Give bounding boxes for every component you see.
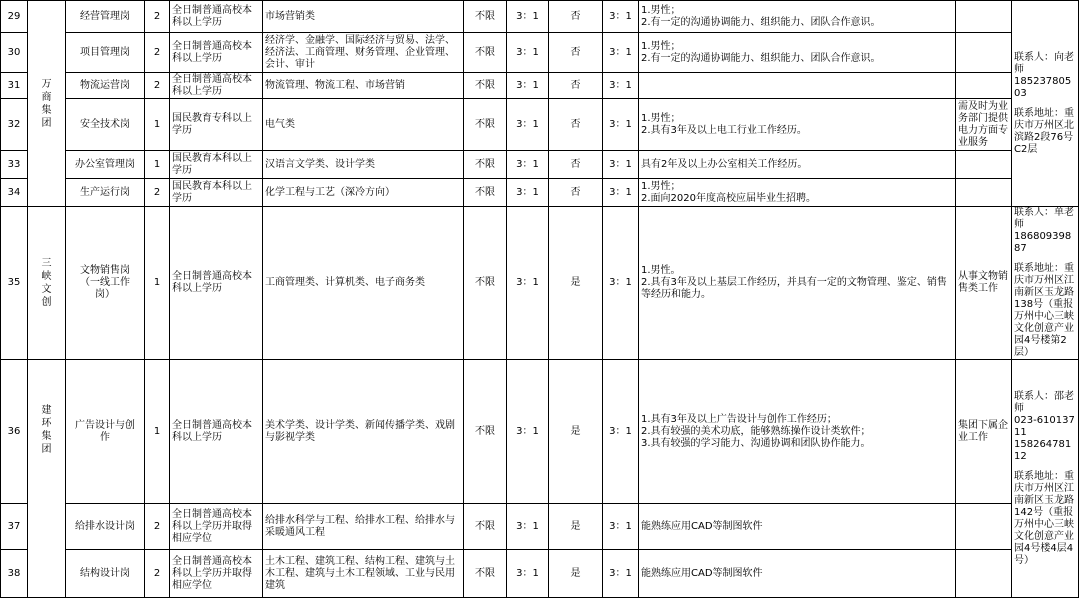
post-count: 2: [145, 550, 170, 598]
test: 是: [549, 550, 603, 598]
post-count: 1: [145, 99, 170, 151]
contact-person: 联系人：邵老师: [1014, 390, 1074, 414]
contact-person: 联系人：单老师: [1014, 207, 1074, 230]
row-number: 38: [1, 550, 28, 598]
contact-phone-2: 15826478112: [1014, 438, 1072, 462]
ratio: 3：1: [507, 151, 549, 179]
org-name: 建环集团: [41, 405, 52, 455]
age: 不限: [464, 207, 507, 360]
age: 不限: [464, 550, 507, 598]
note: [956, 504, 1012, 550]
ratio: 3：1: [507, 33, 549, 73]
row-number: 35: [1, 207, 28, 360]
row-number: 34: [1, 179, 28, 207]
test: 是: [549, 207, 603, 360]
table-row: [1, 1, 1079, 33]
age: 不限: [464, 1, 507, 33]
education: 全日制普通高校本科以上学历: [170, 207, 263, 360]
post-name: 生产运行岗: [66, 179, 145, 207]
post-name: 结构设计岗: [66, 550, 145, 598]
test: 否: [549, 33, 603, 73]
org-name: 万商集团: [41, 78, 52, 129]
major: 工商管理类、计算机类、电子商务类: [263, 207, 464, 360]
post-count: 2: [145, 33, 170, 73]
education: 全日制普通高校本科以上学历并取得相应学位: [170, 504, 263, 550]
table-row: [1, 33, 1079, 73]
test: 否: [549, 73, 603, 99]
test: 否: [549, 1, 603, 33]
org-name: 三峡文创: [41, 258, 52, 308]
table-row: [1, 179, 1079, 207]
age: 不限: [464, 179, 507, 207]
row-number: 36: [1, 360, 28, 504]
education: 全日制普通高校本科以上学历: [170, 360, 263, 504]
ratio2: 3：1: [603, 504, 639, 550]
ratio2: 3：1: [603, 360, 639, 504]
table-row: [1, 360, 1079, 504]
education: 全日制普通高校本科以上学历并取得相应学位: [170, 550, 263, 598]
test: 否: [549, 151, 603, 179]
post-count: 2: [145, 504, 170, 550]
note: 集团下属企业工作: [956, 360, 1012, 504]
row-number: 32: [1, 99, 28, 151]
row-number: 29: [1, 1, 28, 33]
major: 给排水科学与工程、给排水工程、给排水与采暖通风工程: [263, 504, 464, 550]
requirements: 1.具有3年及以上广告设计与创作工作经历； 2.具有较强的美术功底，能够熟练操作设计类软件； 3.具有较强的学习能力、沟通协调和团队协作能力。: [639, 360, 956, 504]
ratio2: 3：1: [603, 207, 639, 360]
ratio2: 3：1: [603, 73, 639, 99]
major: 化学工程与工艺（深冷方向）: [263, 179, 464, 207]
major: 土木工程、建筑工程、结构工程、建筑与土木工程、建筑与土木工程领域、工业与民用建筑: [263, 550, 464, 598]
requirements: [639, 73, 956, 99]
note: [956, 151, 1012, 179]
contact-address: 联系地址：重庆市万州区北滨路2段76号C2层: [1014, 107, 1074, 155]
contact-phone: 18680939887: [1014, 231, 1072, 254]
test: 是: [549, 504, 603, 550]
note: 需及时为业务部门提供电力方面专业服务: [956, 99, 1012, 151]
major: 物流管理、物流工程、市场营销: [263, 73, 464, 99]
contact-cell: [1012, 207, 1079, 360]
ratio2: 3：1: [603, 99, 639, 151]
row-number: 31: [1, 73, 28, 99]
table-row: [1, 207, 1079, 360]
post-count: 2: [145, 1, 170, 33]
ratio2: 3：1: [603, 550, 639, 598]
post-name: 经营管理岗: [66, 1, 145, 33]
requirements: 1.男性； 2.有一定的沟通协调能力、组织能力、团队合作意识。: [639, 1, 956, 33]
requirements: 1.男性； 2.面向2020年度高校应届毕业生招聘。: [639, 179, 956, 207]
age: 不限: [464, 99, 507, 151]
row-number: 33: [1, 151, 28, 179]
ratio2: 3：1: [603, 33, 639, 73]
test: 否: [549, 99, 603, 151]
requirements: 1.男性； 2.具有3年及以上电工行业工作经历。: [639, 99, 956, 151]
major: 美术学类、设计学类、新闻传播学类、戏剧与影视学类: [263, 360, 464, 504]
ratio: 3：1: [507, 1, 549, 33]
note: [956, 179, 1012, 207]
ratio: 3：1: [507, 207, 549, 360]
note: [956, 550, 1012, 598]
major: 经济学、金融学、国际经济与贸易、法学、经济法、工商管理、财务管理、企业管理、会计、审计: [263, 33, 464, 73]
requirements: 1.男性。 2.具有3年及以上基层工作经历，并具有一定的文物管理、鉴定、销售等经历和能力。: [639, 207, 956, 360]
post-name: 办公室管理岗: [66, 151, 145, 179]
contact-cell: [1012, 1, 1079, 207]
education: 国民教育专科以上学历: [170, 99, 263, 151]
ratio: 3：1: [507, 99, 549, 151]
ratio2: 3：1: [603, 179, 639, 207]
note: [956, 73, 1012, 99]
ratio: 3：1: [507, 73, 549, 99]
contact-cell: [1012, 360, 1079, 598]
contact-phone: 023-61013711: [1014, 414, 1075, 438]
ratio: 3：1: [507, 550, 549, 598]
contact-address: 联系地址：重庆市万州区江南新区玉龙路142号（重报万州中心三峡文化创意产业园4号楼4层4号）: [1014, 470, 1074, 566]
post-name: 项目管理岗: [66, 33, 145, 73]
major: 电气类: [263, 99, 464, 151]
org-cell: [28, 1, 66, 207]
ratio: 3：1: [507, 504, 549, 550]
ratio: 3：1: [507, 179, 549, 207]
contact-phone: 18523780503: [1014, 75, 1072, 99]
post-name: 广告设计与创作: [66, 360, 145, 504]
note: [956, 33, 1012, 73]
note: 从事文物销售类工作: [956, 207, 1012, 360]
table-row: [1, 99, 1079, 151]
education: 全日制普通高校本科以上学历: [170, 33, 263, 73]
major: 汉语言文学类、设计学类: [263, 151, 464, 179]
post-count: 2: [145, 179, 170, 207]
requirements: 能熟练应用CAD等制图软件: [639, 550, 956, 598]
ratio2: 3：1: [603, 151, 639, 179]
ratio: 3：1: [507, 360, 549, 504]
post-count: 2: [145, 73, 170, 99]
age: 不限: [464, 360, 507, 504]
age: 不限: [464, 504, 507, 550]
row-number: 37: [1, 504, 28, 550]
requirements: 能熟练应用CAD等制图软件: [639, 504, 956, 550]
age: 不限: [464, 33, 507, 73]
age: 不限: [464, 73, 507, 99]
education: 国民教育本科以上学历: [170, 179, 263, 207]
age: 不限: [464, 151, 507, 179]
education: 国民教育本科以上学历: [170, 151, 263, 179]
post-name: 物流运营岗: [66, 73, 145, 99]
note: [956, 1, 1012, 33]
post-name: 文物销售岗（一线工作岗）: [66, 207, 145, 360]
requirements: 1.男性； 2.有一定的沟通协调能力、组织能力、团队合作意识。: [639, 33, 956, 73]
education: 全日制普通高校本科以上学历: [170, 1, 263, 33]
test: 是: [549, 360, 603, 504]
table-row: [1, 504, 1079, 550]
contact-address: 联系地址：重庆市万州区江南新区玉龙路138号（重报万州中心三峡文化创意产业园4号楼第2层）: [1014, 263, 1074, 358]
org-cell: [28, 207, 66, 360]
education: 全日制普通高校本科以上学历: [170, 73, 263, 99]
org-cell: [28, 360, 66, 598]
table-row: [1, 73, 1079, 99]
post-count: 1: [145, 207, 170, 360]
table-row: [1, 151, 1079, 179]
requirements: 具有2年及以上办公室相关工作经历。: [639, 151, 956, 179]
post-name: 给排水设计岗: [66, 504, 145, 550]
test: 否: [549, 179, 603, 207]
post-name: 安全技术岗: [66, 99, 145, 151]
row-number: 30: [1, 33, 28, 73]
major: 市场营销类: [263, 1, 464, 33]
table-row: [1, 550, 1079, 598]
contact-person: 联系人：向老师: [1014, 51, 1074, 75]
post-count: 1: [145, 360, 170, 504]
ratio2: 3：1: [603, 1, 639, 33]
post-count: 1: [145, 151, 170, 179]
